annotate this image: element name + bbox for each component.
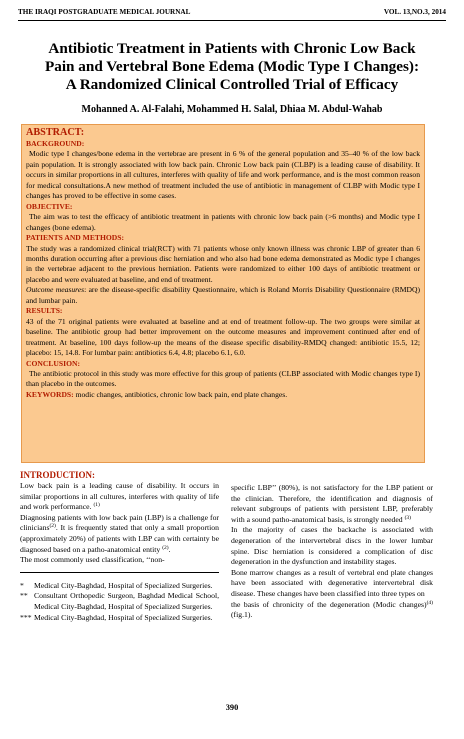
conclusion-heading: CONCLUSION: [26,358,81,368]
header-rule [18,20,446,21]
intro-p2-text-c: . [168,544,171,554]
intro-p2-text-a: Diagnosing patients with low back pain (LBP) is a challenge for clinicians [20,512,219,533]
authors: Mohanned A. Al-Falahi, Mohammed H. Salal, Dhiaa M. Abdul-Wahab [81,104,383,115]
methods-text: The study was a randomized clinical trial(RCT) with 71 patients whose only known illness was chronic LBP of greater than 6 months duration occurring after a previous disc herniation and who also had bone edema demonstrated as Modic type I changes in the vertebrae adjacent to the previous herniation. Patients were randomized to either 100 days of antibiotic treatment or placebo and were evaluated at baseline, and end of treatment. [26,243,420,284]
footnote-text: Medical City-Baghdad, Hospital of Specialized Surgeries. [34,580,213,590]
footnote-text: Medical City-Baghdad, Hospital of Specialized Surgeries. [34,612,213,622]
right-column [231,483,433,621]
page-number: 390 [225,703,239,712]
intro-paragraph-1 [20,481,219,513]
outcome-body: : are the disease-specific disability Questionnaire, which is Roland Morris Disability Questionnaire (RMDQ) and lumbar pain. [26,285,421,305]
objective-heading: OBJECTIVE: [26,201,73,211]
footnote-text: Consultant Orthopedic Surgeon, Baghdad Medical School, Medical City-Baghdad, Hospital of Specialized Surgeries. [34,591,219,611]
outcome-text [26,285,420,306]
footnote-rule [20,572,219,573]
article-title [22,40,442,94]
left-column [20,470,219,623]
col2-paragraph-3: Bone marrow changes as a result of vertebral end plate changes have been associated with degenerative intervertebral disk disease. These changes have been classified into three types on [231,567,433,598]
results-heading: RESULTS: [26,306,63,316]
col2-p1-text: specific LBP’’ (80%), is not satisfactory for the LBP patient or the clinician. Therefore, the identification and diagnosis of relevant subgroups of patients with persistent LBP, preferably with a sound patho-anatomical basis, is strongly needed [231,483,433,524]
methods-heading: PATIENTS AND METHODS: [26,233,125,243]
col2-paragraph-3-cont [231,600,433,621]
citation: (2) [162,544,169,551]
footnote [20,613,219,624]
results-text: 43 of the 71 original patients were evaluated at baseline and at end of treatment follow-up. The two groups were similar at baseline. The antibiotic group had better improvement on the outcome measures and improvement continued after end of treatment. At baseline, 100 days follow-up the means of the disease specific disability-RMDQ changed: antibiotic 15.5, 12; placebo: 15, 14.8. For lumbar pain: antibiotics 6.4, 4.8; placebo 6.1, 6.0. [26,316,420,358]
introduction-heading: INTRODUCTION: [20,470,96,480]
title-line: Pain and Vertebral Bone Edema (Modic Type I Changes): [44,58,420,75]
title-line: A Randomized Clinical Controlled Trial of Efficacy [65,76,399,93]
abstract-heading: ABSTRACT: [26,127,85,138]
footnote-mark: *** [20,612,32,622]
citation: (4) [426,599,433,606]
running-header [18,8,446,20]
conclusion-text: The antibiotic protocol in this study was more effective for this group of patients (CLBP associated with Modic changes type I) than placebo in the outcomes. [26,368,420,389]
col2-paragraph-1 [231,483,433,525]
outcome-label: Outcome measures [26,285,85,295]
footnotes [20,581,219,623]
citation: (1) [93,502,100,509]
volume-info: VOL. 13,NO.3, 2014 [383,8,446,16]
intro-paragraph-2-end: The most commonly used classification, ‘‘non- [20,555,165,565]
keywords-heading: KEYWORDS: [26,389,74,399]
intro-paragraph-2 [20,513,219,555]
keywords-line [26,390,420,400]
footnote [20,581,219,592]
abstract-box [21,124,425,463]
intro-p1-text: Low back pain is a leading cause of disability. It occurs in similar proportions in all cultures, interferes with quality of life and work performance. [20,481,219,512]
col2-paragraph-2: In the majority of cases the backache is associated with degeneration of the intervertebral discs in the lower lumbar spine. Disc herniation is considered a complication of disc degeneration in the dysfunction and instability stages. [231,525,433,567]
col2-p3-end: (fig.1). [231,610,253,620]
journal-name: THE IRAQI POSTGRADUATE MEDICAL JOURNAL [18,8,191,16]
col2-p3-text: the basis of chronicity of the degeneration (Modic changes) [231,599,427,609]
footnote-mark: * [20,580,24,590]
background-heading: BACKGROUND: [26,139,85,148]
citation: (3) [404,514,411,521]
title-line: Antibiotic Treatment in Patients with Chronic Low Back [48,40,416,57]
keywords-text: modic changes, antibiotics, chronic low back pain, end plate changes. [73,389,288,399]
citation: (2) [49,523,56,530]
objective-text: The aim was to test the efficacy of antibiotic treatment in patients with chronic low back pain (>6 months) and Modic type I changes (bone edema). [26,212,420,232]
background-text: Modic type I changes/bone edema in the vertebrae are present in 6 % of the general population and 35–40 % of the low back pain population. It is strongly associated with low back pain. Chronic Low back pain (CLBP) is a leading cause of disability. It occurs in similar proportions in all cultures, interferes with quality of life and work performance, and is the most common reason for medical consultations.A new method of treatment included the use of antibiotic in management of CLBP with Modic type I changes has proved to be effective in some cases. [26,149,420,201]
footnote [20,591,219,612]
footnote-mark: ** [20,591,28,601]
intro-p2-text-b: . It is frequently stated that only a small proportion (approximately 20%) of patients with LBP can with certainty be diagnosed based on a patho-anatomical entity [20,523,219,554]
